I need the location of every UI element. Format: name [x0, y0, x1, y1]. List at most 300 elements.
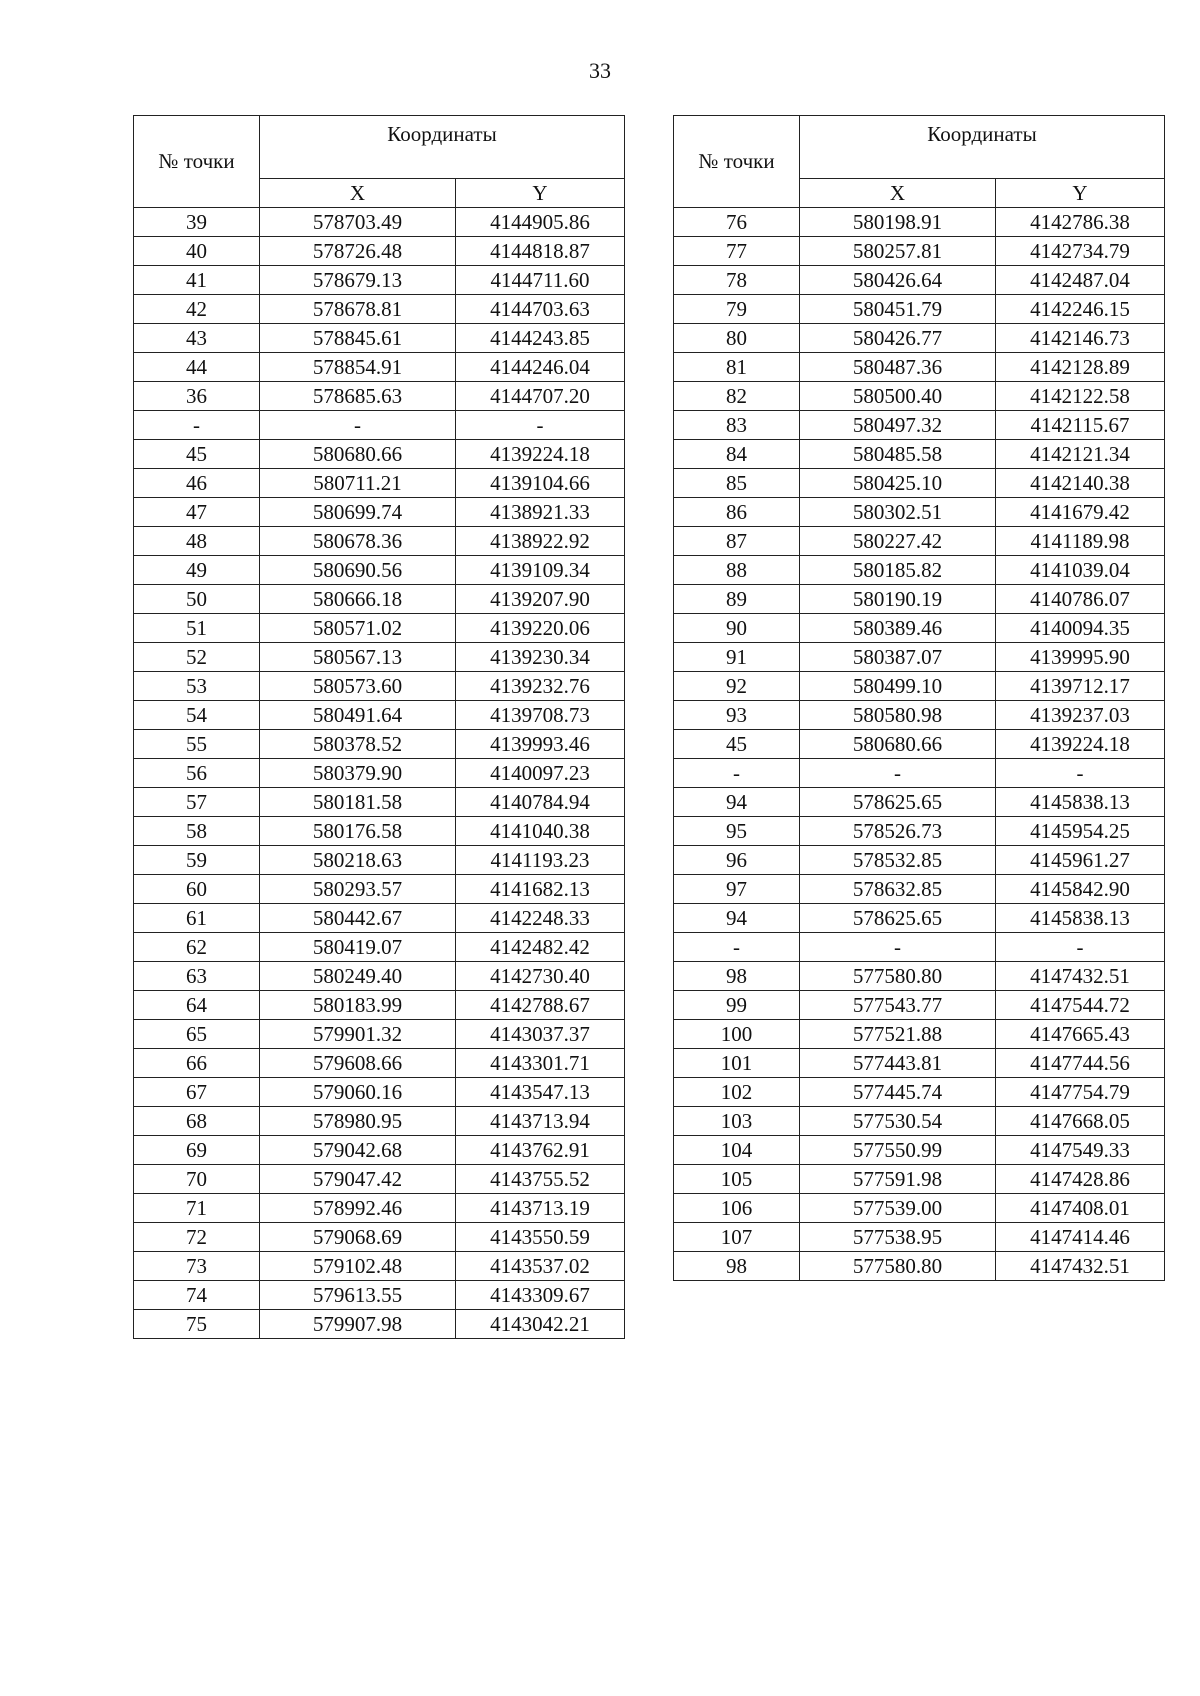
y-coordinate-cell: 4144818.87 [456, 237, 625, 266]
table-row [134, 411, 625, 440]
point-number-cell: 54 [134, 701, 260, 730]
point-number-cell: 55 [134, 730, 260, 759]
y-coordinate-cell: 4140786.07 [996, 585, 1165, 614]
y-coordinate-cell: 4147414.46 [996, 1223, 1165, 1252]
y-coordinate-cell: 4142146.73 [996, 324, 1165, 353]
x-coordinate-cell: 580500.40 [800, 382, 996, 411]
x-coordinate-cell: 580419.07 [260, 933, 456, 962]
table-row [134, 730, 625, 759]
point-number-cell: 98 [674, 962, 800, 991]
point-number-cell: 77 [674, 237, 800, 266]
x-coordinate-cell: 578845.61 [260, 324, 456, 353]
y-coordinate-cell: 4147432.51 [996, 1252, 1165, 1281]
point-number-cell: 66 [134, 1049, 260, 1078]
table-row [134, 1165, 625, 1194]
table-row [674, 208, 1165, 237]
y-coordinate-cell: 4143713.94 [456, 1107, 625, 1136]
table-row [134, 875, 625, 904]
x-coordinate-cell: 578625.65 [800, 788, 996, 817]
x-coordinate-cell: 580491.64 [260, 701, 456, 730]
table-row [674, 962, 1165, 991]
point-number-cell: - [674, 759, 800, 788]
table-row [134, 585, 625, 614]
table-row [674, 469, 1165, 498]
point-number-cell: 97 [674, 875, 800, 904]
point-number-cell: 51 [134, 614, 260, 643]
point-number-cell: 44 [134, 353, 260, 382]
table-row [674, 382, 1165, 411]
y-coordinate-cell: 4142248.33 [456, 904, 625, 933]
y-coordinate-cell: 4143755.52 [456, 1165, 625, 1194]
point-number-cell: 87 [674, 527, 800, 556]
y-coordinate-cell: 4143042.21 [456, 1310, 625, 1339]
table-row [134, 266, 625, 295]
x-coordinate-cell: 580680.66 [260, 440, 456, 469]
x-coordinate-cell: 580426.64 [800, 266, 996, 295]
point-number-cell: 78 [674, 266, 800, 295]
table-row [134, 1020, 625, 1049]
x-coordinate-cell: 578532.85 [800, 846, 996, 875]
table-row [134, 1223, 625, 1252]
x-coordinate-cell: 579047.42 [260, 1165, 456, 1194]
table-row [134, 440, 625, 469]
y-coordinate-cell: 4140097.23 [456, 759, 625, 788]
table-row [674, 904, 1165, 933]
table-row [134, 614, 625, 643]
y-coordinate-cell: 4141039.04 [996, 556, 1165, 585]
y-coordinate-cell: 4139230.34 [456, 643, 625, 672]
x-coordinate-cell: 578854.91 [260, 353, 456, 382]
y-coordinate-cell: 4139207.90 [456, 585, 625, 614]
table-row [134, 469, 625, 498]
table-row [674, 353, 1165, 382]
y-coordinate-cell: 4141682.13 [456, 875, 625, 904]
x-coordinate-cell: 579068.69 [260, 1223, 456, 1252]
table-row [674, 730, 1165, 759]
y-coordinate-cell: 4141193.23 [456, 846, 625, 875]
x-coordinate-cell: 578992.46 [260, 1194, 456, 1223]
table-row [134, 353, 625, 382]
x-coordinate-cell: 577550.99 [800, 1136, 996, 1165]
point-number-cell: 59 [134, 846, 260, 875]
table-row [134, 1194, 625, 1223]
x-coordinate-cell: 578980.95 [260, 1107, 456, 1136]
point-number-cell: 45 [134, 440, 260, 469]
page-number: 33 [589, 58, 611, 83]
table-row [674, 817, 1165, 846]
y-coordinate-cell: 4145954.25 [996, 817, 1165, 846]
point-number-cell: 95 [674, 817, 800, 846]
x-coordinate-cell: 580678.36 [260, 527, 456, 556]
table-row [674, 440, 1165, 469]
table-row [674, 1078, 1165, 1107]
table-row [674, 556, 1165, 585]
x-coordinate-cell: 580680.66 [800, 730, 996, 759]
x-coordinate-cell: - [260, 411, 456, 440]
y-coordinate-cell: 4147432.51 [996, 962, 1165, 991]
point-number-cell: 46 [134, 469, 260, 498]
table-row [674, 1020, 1165, 1049]
x-coordinate-cell: 579060.16 [260, 1078, 456, 1107]
y-coordinate-cell: 4147408.01 [996, 1194, 1165, 1223]
x-coordinate-cell: 580499.10 [800, 672, 996, 701]
x-coordinate-cell: 578625.65 [800, 904, 996, 933]
point-number-cell: 41 [134, 266, 260, 295]
x-coordinate-cell: 580227.42 [800, 527, 996, 556]
point-number-cell: 53 [134, 672, 260, 701]
table-row [674, 759, 1165, 788]
table-row [134, 1107, 625, 1136]
x-coordinate-cell: - [800, 759, 996, 788]
y-coordinate-cell: 4147668.05 [996, 1107, 1165, 1136]
point-number-cell: 42 [134, 295, 260, 324]
y-coordinate-cell: 4143550.59 [456, 1223, 625, 1252]
y-coordinate-cell: 4139995.90 [996, 643, 1165, 672]
point-number-cell: - [674, 933, 800, 962]
x-coordinate-cell: 578678.81 [260, 295, 456, 324]
x-coordinate-cell: 579608.66 [260, 1049, 456, 1078]
x-coordinate-cell: 580293.57 [260, 875, 456, 904]
table-row [674, 295, 1165, 324]
y-coordinate-cell: 4138922.92 [456, 527, 625, 556]
x-coordinate-cell: 578526.73 [800, 817, 996, 846]
point-number-cell: - [134, 411, 260, 440]
point-number-cell: 90 [674, 614, 800, 643]
point-number-cell: 61 [134, 904, 260, 933]
point-number-cell: 60 [134, 875, 260, 904]
x-coordinate-cell: 577538.95 [800, 1223, 996, 1252]
y-coordinate-cell: 4142128.89 [996, 353, 1165, 382]
table-row [674, 1165, 1165, 1194]
x-coordinate-cell: 580711.21 [260, 469, 456, 498]
table-row [674, 788, 1165, 817]
y-coordinate-cell: - [996, 759, 1165, 788]
y-coordinate-cell: 4142115.67 [996, 411, 1165, 440]
table-row [674, 237, 1165, 266]
y-coordinate-cell: 4143537.02 [456, 1252, 625, 1281]
x-coordinate-cell: 580580.98 [800, 701, 996, 730]
point-number-cell: 68 [134, 1107, 260, 1136]
point-number-cell: 39 [134, 208, 260, 237]
table-row [674, 411, 1165, 440]
y-coordinate-cell: 4142482.42 [456, 933, 625, 962]
table-row [134, 1136, 625, 1165]
table-row [674, 1252, 1165, 1281]
y-coordinate-cell: 4147549.33 [996, 1136, 1165, 1165]
table-row [134, 208, 625, 237]
point-number-cell: 57 [134, 788, 260, 817]
point-number-header: № точки [134, 116, 260, 208]
table-row [134, 759, 625, 788]
point-number-cell: 56 [134, 759, 260, 788]
x-coordinate-cell: 579042.68 [260, 1136, 456, 1165]
point-number-cell: 91 [674, 643, 800, 672]
point-number-cell: 85 [674, 469, 800, 498]
coordinates-table-right [673, 115, 1165, 1281]
x-column-header: X [800, 179, 996, 208]
x-coordinate-cell: 580302.51 [800, 498, 996, 527]
x-coordinate-cell: 580497.32 [800, 411, 996, 440]
x-coordinate-cell: 580176.58 [260, 817, 456, 846]
y-coordinate-cell: 4142122.58 [996, 382, 1165, 411]
x-coordinate-cell: - [800, 933, 996, 962]
point-number-cell: 82 [674, 382, 800, 411]
x-coordinate-cell: 580389.46 [800, 614, 996, 643]
table-row [134, 933, 625, 962]
x-coordinate-cell: 580442.67 [260, 904, 456, 933]
point-number-cell: 50 [134, 585, 260, 614]
table-row [674, 672, 1165, 701]
table-row [134, 527, 625, 556]
table-row [134, 1252, 625, 1281]
y-coordinate-cell: 4144703.63 [456, 295, 625, 324]
point-number-cell: 62 [134, 933, 260, 962]
x-coordinate-cell: 577591.98 [800, 1165, 996, 1194]
table-row [674, 266, 1165, 295]
y-coordinate-cell: 4139712.17 [996, 672, 1165, 701]
x-coordinate-cell: 578632.85 [800, 875, 996, 904]
x-coordinate-cell: 579102.48 [260, 1252, 456, 1281]
x-coordinate-cell: 580181.58 [260, 788, 456, 817]
x-coordinate-cell: 580425.10 [800, 469, 996, 498]
y-coordinate-cell: 4147754.79 [996, 1078, 1165, 1107]
y-coordinate-cell: 4147665.43 [996, 1020, 1165, 1049]
y-coordinate-cell: 4143713.19 [456, 1194, 625, 1223]
point-number-cell: 45 [674, 730, 800, 759]
x-coordinate-cell: 579907.98 [260, 1310, 456, 1339]
point-number-cell: 47 [134, 498, 260, 527]
point-number-cell: 69 [134, 1136, 260, 1165]
point-number-cell: 98 [674, 1252, 800, 1281]
x-coordinate-cell: 578679.13 [260, 266, 456, 295]
x-coordinate-cell: 577445.74 [800, 1078, 996, 1107]
y-coordinate-cell: 4145838.13 [996, 904, 1165, 933]
table-row [134, 324, 625, 353]
y-coordinate-cell: 4144905.86 [456, 208, 625, 237]
y-coordinate-cell: 4143762.91 [456, 1136, 625, 1165]
y-coordinate-cell: 4147744.56 [996, 1049, 1165, 1078]
table-row [134, 643, 625, 672]
point-number-cell: 79 [674, 295, 800, 324]
y-coordinate-cell: 4141040.38 [456, 817, 625, 846]
y-coordinate-cell: 4138921.33 [456, 498, 625, 527]
y-coordinate-cell: 4144707.20 [456, 382, 625, 411]
point-number-cell: 43 [134, 324, 260, 353]
x-coordinate-cell: 577443.81 [800, 1049, 996, 1078]
table-row [134, 1310, 625, 1339]
y-coordinate-cell: 4139708.73 [456, 701, 625, 730]
table-row [134, 904, 625, 933]
point-number-cell: 101 [674, 1049, 800, 1078]
x-coordinate-cell: 577580.80 [800, 1252, 996, 1281]
point-number-cell: 36 [134, 382, 260, 411]
y-coordinate-cell: 4143547.13 [456, 1078, 625, 1107]
table-row [134, 817, 625, 846]
y-coordinate-cell: - [996, 933, 1165, 962]
x-coordinate-cell: 580185.82 [800, 556, 996, 585]
table-body-left [134, 208, 625, 1339]
x-coordinate-cell: 580571.02 [260, 614, 456, 643]
y-coordinate-cell: 4140784.94 [456, 788, 625, 817]
x-coordinate-cell: 580198.91 [800, 208, 996, 237]
table-row [674, 614, 1165, 643]
coordinates-table-left [133, 115, 625, 1339]
x-coordinate-cell: 577521.88 [800, 1020, 996, 1049]
y-coordinate-cell: 4145838.13 [996, 788, 1165, 817]
point-number-cell: 102 [674, 1078, 800, 1107]
table-row [674, 1194, 1165, 1223]
point-number-cell: 70 [134, 1165, 260, 1194]
y-column-header: Y [996, 179, 1165, 208]
y-coordinate-cell: 4144243.85 [456, 324, 625, 353]
point-number-cell: 94 [674, 788, 800, 817]
y-column-header: Y [456, 179, 625, 208]
y-coordinate-cell: 4143037.37 [456, 1020, 625, 1049]
table-row [674, 933, 1165, 962]
y-coordinate-cell: 4139104.66 [456, 469, 625, 498]
y-coordinate-cell: 4142730.40 [456, 962, 625, 991]
y-coordinate-cell: - [456, 411, 625, 440]
x-coordinate-cell: 578685.63 [260, 382, 456, 411]
table-row [674, 875, 1165, 904]
y-coordinate-cell: 4139993.46 [456, 730, 625, 759]
point-number-cell: 72 [134, 1223, 260, 1252]
table-row [674, 1136, 1165, 1165]
table-row [134, 846, 625, 875]
table-row [134, 1078, 625, 1107]
table-row [134, 991, 625, 1020]
point-number-cell: 63 [134, 962, 260, 991]
y-coordinate-cell: 4144246.04 [456, 353, 625, 382]
coordinates-header: Координаты [260, 116, 625, 179]
point-number-cell: 100 [674, 1020, 800, 1049]
y-coordinate-cell: 4139109.34 [456, 556, 625, 585]
point-number-cell: 40 [134, 237, 260, 266]
y-coordinate-cell: 4139232.76 [456, 672, 625, 701]
x-coordinate-cell: 580699.74 [260, 498, 456, 527]
table-body-right [674, 208, 1165, 1281]
y-coordinate-cell: 4139220.06 [456, 614, 625, 643]
point-number-cell: 94 [674, 904, 800, 933]
x-coordinate-cell: 579613.55 [260, 1281, 456, 1310]
table-row [674, 846, 1165, 875]
point-number-cell: 92 [674, 672, 800, 701]
y-coordinate-cell: 4142487.04 [996, 266, 1165, 295]
point-number-cell: 48 [134, 527, 260, 556]
x-coordinate-cell: 580573.60 [260, 672, 456, 701]
point-number-cell: 71 [134, 1194, 260, 1223]
y-coordinate-cell: 4143301.71 [456, 1049, 625, 1078]
x-coordinate-cell: 580218.63 [260, 846, 456, 875]
x-coordinate-cell: 577539.00 [800, 1194, 996, 1223]
x-coordinate-cell: 580567.13 [260, 643, 456, 672]
table-row [134, 1049, 625, 1078]
point-number-cell: 103 [674, 1107, 800, 1136]
point-number-cell: 49 [134, 556, 260, 585]
x-coordinate-cell: 580183.99 [260, 991, 456, 1020]
table-row [134, 237, 625, 266]
point-number-cell: 81 [674, 353, 800, 382]
table-row [674, 1107, 1165, 1136]
y-coordinate-cell: 4139224.18 [456, 440, 625, 469]
y-coordinate-cell: 4142246.15 [996, 295, 1165, 324]
x-coordinate-cell: 580378.52 [260, 730, 456, 759]
point-number-cell: 58 [134, 817, 260, 846]
table-row [134, 382, 625, 411]
table-row [134, 498, 625, 527]
point-number-cell: 106 [674, 1194, 800, 1223]
table-row [674, 324, 1165, 353]
point-number-cell: 75 [134, 1310, 260, 1339]
x-coordinate-cell: 580426.77 [800, 324, 996, 353]
x-coordinate-cell: 577530.54 [800, 1107, 996, 1136]
coordinates-header: Координаты [800, 116, 1165, 179]
x-coordinate-cell: 580379.90 [260, 759, 456, 788]
table-row [134, 295, 625, 324]
point-number-cell: 88 [674, 556, 800, 585]
point-number-header: № точки [674, 116, 800, 208]
table-row [134, 701, 625, 730]
table-row [134, 1281, 625, 1310]
y-coordinate-cell: 4141679.42 [996, 498, 1165, 527]
table-row [134, 672, 625, 701]
y-coordinate-cell: 4147544.72 [996, 991, 1165, 1020]
y-coordinate-cell: 4142734.79 [996, 237, 1165, 266]
table-row [674, 1049, 1165, 1078]
point-number-cell: 96 [674, 846, 800, 875]
x-coordinate-cell: 580451.79 [800, 295, 996, 324]
point-number-cell: 89 [674, 585, 800, 614]
point-number-cell: 99 [674, 991, 800, 1020]
table-row [674, 498, 1165, 527]
y-coordinate-cell: 4141189.98 [996, 527, 1165, 556]
point-number-cell: 65 [134, 1020, 260, 1049]
point-number-cell: 93 [674, 701, 800, 730]
y-coordinate-cell: 4139237.03 [996, 701, 1165, 730]
point-number-cell: 84 [674, 440, 800, 469]
x-coordinate-cell: 580485.58 [800, 440, 996, 469]
point-number-cell: 73 [134, 1252, 260, 1281]
point-number-cell: 64 [134, 991, 260, 1020]
point-number-cell: 83 [674, 411, 800, 440]
point-number-cell: 107 [674, 1223, 800, 1252]
table-row [134, 962, 625, 991]
point-number-cell: 76 [674, 208, 800, 237]
table-row [674, 643, 1165, 672]
y-coordinate-cell: 4142788.67 [456, 991, 625, 1020]
table-row [674, 585, 1165, 614]
y-coordinate-cell: 4147428.86 [996, 1165, 1165, 1194]
table-row [134, 788, 625, 817]
y-coordinate-cell: 4143309.67 [456, 1281, 625, 1310]
x-coordinate-cell: 580190.19 [800, 585, 996, 614]
y-coordinate-cell: 4142786.38 [996, 208, 1165, 237]
x-coordinate-cell: 580257.81 [800, 237, 996, 266]
x-coordinate-cell: 577543.77 [800, 991, 996, 1020]
y-coordinate-cell: 4139224.18 [996, 730, 1165, 759]
point-number-cell: 80 [674, 324, 800, 353]
x-coordinate-cell: 578703.49 [260, 208, 456, 237]
y-coordinate-cell: 4142140.38 [996, 469, 1165, 498]
point-number-cell: 104 [674, 1136, 800, 1165]
point-number-cell: 86 [674, 498, 800, 527]
x-coordinate-cell: 580487.36 [800, 353, 996, 382]
point-number-cell: 74 [134, 1281, 260, 1310]
table-row [134, 556, 625, 585]
x-coordinate-cell: 580666.18 [260, 585, 456, 614]
table-row [674, 1223, 1165, 1252]
x-coordinate-cell: 580690.56 [260, 556, 456, 585]
